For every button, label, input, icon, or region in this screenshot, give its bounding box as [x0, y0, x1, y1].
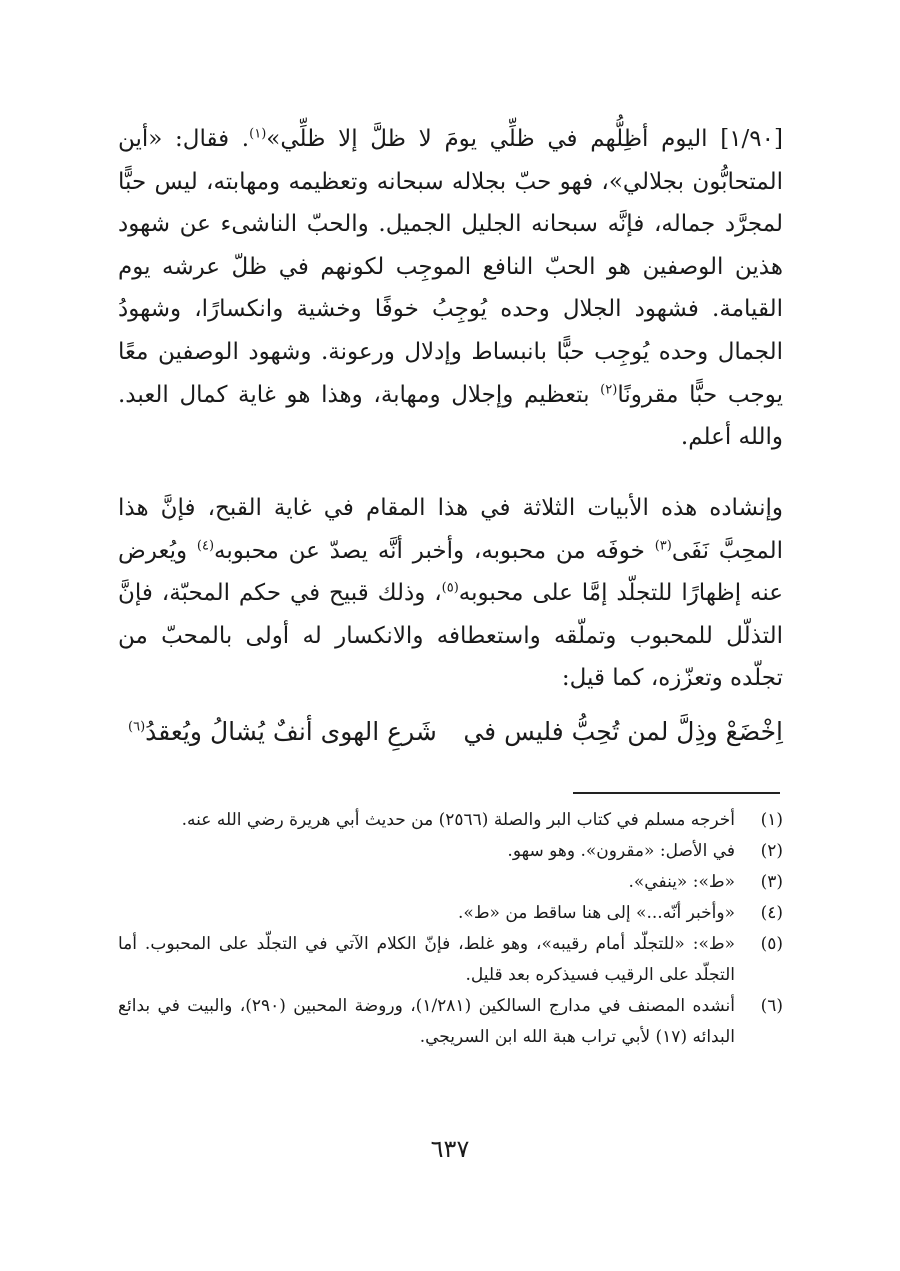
verse-second-hemistich — [128, 712, 437, 752]
paragraph-2-text-c: ويُعرض عنه إظهارًا للتجلّد إمَّا على محبوبه — [118, 537, 783, 607]
footnote — [118, 991, 783, 1053]
footnote — [118, 898, 783, 929]
footnote-text: أخرجه مسلم في كتاب البر والصلة (٢٥٦٦) من حديث أبي هريرة رضي الله عنه. — [181, 810, 735, 830]
footnote-number: (١) — [760, 810, 783, 830]
footnote-number: (٢) — [760, 841, 783, 861]
footnote — [118, 867, 783, 898]
paragraph-2 — [118, 487, 783, 700]
footnote — [118, 929, 783, 991]
footnote-text: في الأصل: «مقرون». وهو سهو. — [507, 841, 735, 861]
verse-first-hemistich: اِخْضَعْ وذِلَّ لمن تُحِبُّ فليس في — [463, 717, 783, 746]
footnote-text: «ط»: «للتجلّد أمام رقيبه»، وهو غلط، فإنّ الكلام الآتي في التجلّد على المحبوب. أما التجلّد على الرقيب فسيذكره بعد قليل. — [118, 934, 735, 985]
page-number: ٦٣٧ — [430, 1135, 470, 1163]
footnote-text: «ط»: «ينفي». — [628, 872, 735, 892]
footnote-number: (٣) — [760, 872, 783, 892]
footnotes-section — [118, 805, 783, 1053]
footnote — [118, 805, 783, 836]
paragraph-2-text-b: خوفَه من محبوبه، وأخبر أنَّه يصدّ عن محبوبه — [214, 537, 655, 564]
paragraph-2-text-d: ، وذلك قبيح في حكم المحبّة، فإنَّ التذلّل للمحبوب وتملّقه واستعطافه والانكسار له أولى بالمحبّ من تجلّده وتعزّزه، كما قيل: — [118, 580, 783, 692]
footnote-ref-1[interactable]: (١) — [249, 126, 267, 142]
footnote-text: «وأخبر أنّه...» إلى هنا ساقط من «ط». — [458, 903, 735, 923]
paragraph-1-text-c: بتعظيم وإجلال ومهابة، وهذا هو غاية كمال العبد. والله أعلم. — [118, 381, 783, 451]
footnote-separator — [573, 792, 780, 794]
paragraph-2-text-a: وإنشاده هذه الأبيات الثلاثة في هذا المقام في غاية القبح، فإنَّ هذا المحِبَّ نَفَى — [118, 495, 783, 564]
footnote-ref-5[interactable]: (٥) — [441, 580, 459, 596]
footnote-number: (٤) — [760, 903, 783, 923]
paragraph-1 — [118, 118, 783, 459]
paragraph-1-text-a: [١/٩٠] اليوم أظِلُّهم في ظلِّي يومَ لا ظلَّ إلا ظلِّي» — [266, 126, 783, 152]
verse-second-text: شَرعِ الهوى أنفٌ يُشالُ ويُعقدُ — [145, 717, 437, 746]
footnote-number: (٥) — [760, 934, 783, 954]
footnote-ref-3[interactable]: (٣) — [654, 537, 672, 553]
footnote — [118, 836, 783, 867]
footnote-ref-6[interactable]: (٦) — [128, 719, 146, 735]
footnote-text: أنشده المصنف في مدارج السالكين (١/٢٨١)، وروضة المحبين (٢٩٠)، والبيت في بدائع البدائه (١٧) لأبي تراب هبة الله ابن السريجي. — [118, 996, 735, 1047]
poetry-verse — [118, 712, 783, 760]
footnote-ref-2[interactable]: (٢) — [600, 381, 618, 397]
footnote-number: (٦) — [760, 996, 783, 1016]
paragraph-1-text-b: . فقال: «أين المتحابُّون بجلالي»، فهو حبّ بجلاله سبحانه وتعظيمه ومهابته، ليس حبًّا لمجرَّد جماله، فإنَّه سبحانه الجليل الجميل. والحبّ الناشىء عن شهود هذين الوصفين هو الحبّ النافع الموجِب لكونهم في ظلّ عرشه يوم القيامة. فشهود الجلال وحده يُوجِبُ خوفًا وخشية وانكسارًا، وشهودُ الجمال وحده يُوجِب حبًّا بانبساط وإدلال ورعونة. وشهود الوصفين معًا يوجب حبًّا مقرونًا — [118, 126, 783, 408]
footnote-ref-4[interactable]: (٤) — [196, 537, 215, 553]
